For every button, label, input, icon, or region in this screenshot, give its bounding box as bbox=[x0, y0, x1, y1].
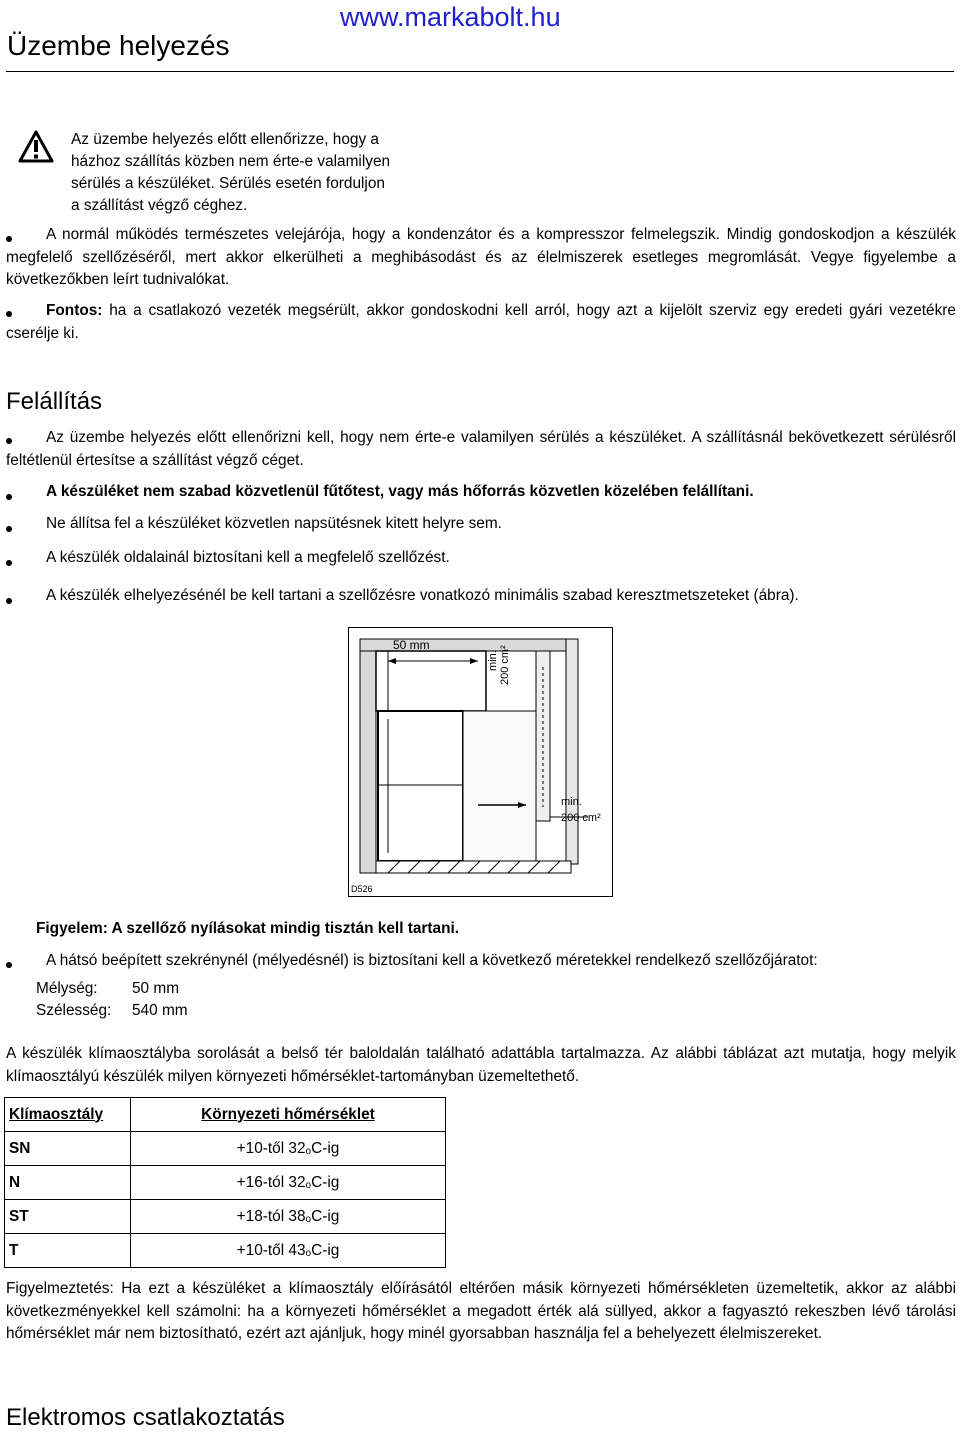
table-cell-class: N bbox=[5, 1166, 131, 1200]
table-row bbox=[5, 1234, 446, 1268]
label-50mm: 50 mm bbox=[393, 638, 430, 652]
table-cell-temp: +10-től 32$^o$C-ig bbox=[131, 1132, 446, 1166]
ventilation-diagram bbox=[348, 627, 613, 897]
table-header-row bbox=[5, 1098, 446, 1132]
table-cell-temp: +16-tól 32$^o$C-ig bbox=[131, 1166, 446, 1200]
felallitas-bullet-5: A készülék elhelyezésénél be kell tartani a szellőzésre vonatkozó minimális szabad keresztmetszeteket (ábra). bbox=[46, 587, 799, 604]
table-row bbox=[5, 1132, 446, 1166]
table-header-class: Klímaosztály bbox=[5, 1098, 131, 1132]
intro-text-2: ha a csatlakozó vezeték megsérült, akkor gondoskodni kell arról, hogy azt a kijelölt szerviz egy eredeti gyári vezetékre cserélje ki. bbox=[6, 302, 956, 342]
rear-ventilation-bullet: A hátsó beépített szekrénynél (mélyedésnél) is biztosítani kell a következő méretekkel rendelkező szellőzőjáratot: bbox=[46, 952, 818, 969]
label-min-bottom: min. bbox=[561, 796, 582, 808]
ventilation-notice: Figyelem: A szellőző nyílásokat mindig tisztán kell tartani. bbox=[36, 920, 460, 937]
dim-width-value: 540 mm bbox=[132, 1002, 188, 1019]
intro-paragraph-2 bbox=[6, 300, 956, 345]
warning-line: sérülés a készüléket. Sérülés esetén forduljon bbox=[71, 175, 385, 192]
felallitas-bullet-2: A készüléket nem szabad közvetlenül fűtőtest, vagy más hőforrás közvetlen közelében felállítani. bbox=[46, 483, 754, 500]
intro-paragraph-1 bbox=[6, 224, 956, 292]
table-header-temp: Környezeti hőmérséklet bbox=[131, 1098, 446, 1132]
section-heading-elektromos: Elektromos csatlakoztatás bbox=[6, 1404, 285, 1431]
felallitas-bullet-1 bbox=[6, 427, 956, 472]
section-heading-felallitas: Felállítás bbox=[6, 388, 103, 415]
warning-line: Az üzembe helyezés előtt ellenőrizze, hogy a bbox=[71, 131, 379, 148]
bullet-dot bbox=[6, 962, 12, 968]
important-label: Fontos: bbox=[46, 302, 103, 319]
warning-line: házhoz szállítás közben nem érte-e valamilyen bbox=[71, 153, 391, 170]
label-min-top: min. bbox=[487, 650, 499, 671]
dim-width-label: Szélesség: bbox=[36, 1002, 112, 1019]
bullet-dot bbox=[6, 560, 12, 566]
felallitas-bullet-4: A készülék oldalainál biztosítani kell a megfelelő szellőzést. bbox=[46, 549, 450, 566]
felallitas-bullet-3: Ne állítsa fel a készüléket közvetlen napsütésnek kitett helyre sem. bbox=[46, 515, 502, 532]
label-area-top: 200 cm² bbox=[499, 645, 511, 685]
site-url: www.markabolt.hu bbox=[340, 2, 561, 32]
warning-line: a szállítást végző céghez. bbox=[71, 197, 248, 214]
title-rule bbox=[6, 71, 954, 72]
table-cell-class: T bbox=[5, 1234, 131, 1268]
label-area-bottom: 200 cm² bbox=[561, 812, 601, 824]
climate-intro: A készülék klímaosztályba sorolását a belső tér baloldalán található adattábla tartalmazza. Az alábbi táblázat azt mutatja, hogy melyik klímaosztályú készülék milyen környezeti hőmérséklet-tartományban üzemeltethető. bbox=[6, 1045, 956, 1085]
table-cell-class: SN bbox=[5, 1132, 131, 1166]
climate-table bbox=[4, 1097, 446, 1268]
table-row bbox=[5, 1166, 446, 1200]
warning-triangle-icon bbox=[18, 130, 54, 163]
figure-code: D526 bbox=[351, 884, 373, 894]
bullet-dot bbox=[6, 598, 12, 604]
bullet-dot bbox=[6, 494, 12, 500]
intro-text-1: A normál működés természetes velejárója, hogy a kondenzátor és a kompresszor felmelegszik. Mindig gondoskodjon a készülék megfelelő szellőzéséről, mert akkor elkerülheti a meghibásodást és az élelmiszerek esetleges megromlását. Vegye figyelembe a következőkben leírt tudnivalókat. bbox=[6, 226, 956, 288]
bullet-dot bbox=[6, 526, 12, 532]
bullet-text: Az üzembe helyezés előtt ellenőrizni kell, hogy nem érte-e valamilyen sérülés a készüléket. A szállításnál bekövetkezett sérülésről feltétlenül értesítse a szállítást végző céget. bbox=[6, 429, 956, 469]
table-row bbox=[5, 1200, 446, 1234]
table-cell-temp: +18-tól 38$^o$C-ig bbox=[131, 1200, 446, 1234]
dim-depth-label: Mélység: bbox=[36, 980, 98, 997]
climate-warning: Figyelmeztetés: Ha ezt a készüléket a klímaosztály előírásától eltérően másik környezeti hőmérsékleten üzemeltetik, akkor az alábbi következményekkel kell számolni: ha a környezeti hőmérséklet a megadott érték alá süllyed, akkor a fagyasztó rekeszben lévő tárolási hőmérséklet már nem biztosítható, ezért azt ajánljuk, hogy minél gyorsabban használja fel a behelyezett élelmiszereket. bbox=[6, 1280, 956, 1342]
page-title: Üzembe helyezés bbox=[7, 30, 230, 61]
warning-text bbox=[71, 129, 461, 217]
table-cell-class: ST bbox=[5, 1200, 131, 1234]
dim-depth-value: 50 mm bbox=[132, 980, 180, 997]
table-cell-temp: +10-től 43$^o$C-ig bbox=[131, 1234, 446, 1268]
